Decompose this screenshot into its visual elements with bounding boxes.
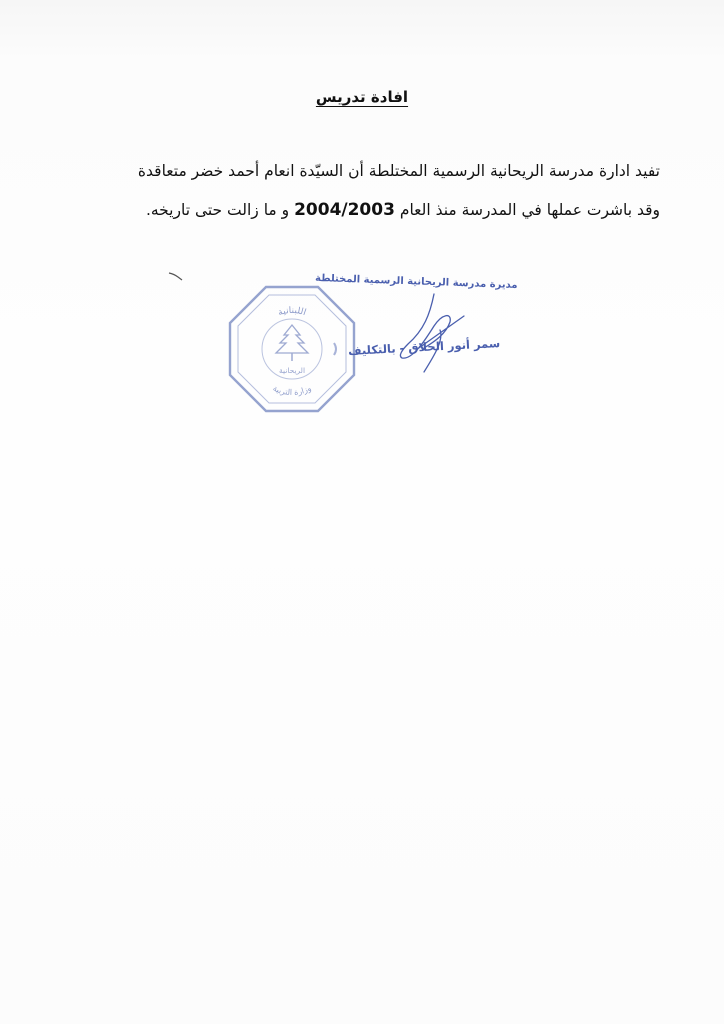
document-body xyxy=(60,152,660,230)
signature-block xyxy=(315,272,540,372)
body-line-1: تفيد ادارة مدرسة الريحانية الرسمية المختلطة أن السيّدة انعام أحمد خضر متعاقدة xyxy=(137,162,660,180)
body-line-2 xyxy=(60,191,660,230)
stamp-top-text: اللبنانية xyxy=(276,305,308,319)
svg-text:وزارة التربية xyxy=(271,384,312,397)
handwritten-signature xyxy=(394,286,474,376)
stamp-bottom-text: وزارة التربية xyxy=(271,383,313,398)
svg-text:اللبنانية xyxy=(277,306,307,318)
school-years: 2004/2003 xyxy=(294,200,395,220)
document-title xyxy=(0,88,724,106)
document-title-text: افادة تدريس xyxy=(315,88,409,106)
signatory-role: مديرة مدرسة الريحانية الرسمية المختلطة xyxy=(315,272,519,291)
official-stamp xyxy=(226,283,358,415)
signatory-name: سمر أنور الحلاق - بالتكليف xyxy=(347,336,501,358)
body-line-2-end: و ما زالت حتى تاريخه. xyxy=(145,201,295,219)
stamp-inner-text: الريحانية xyxy=(278,366,306,375)
stray-pen-mark xyxy=(168,271,184,281)
body-line-2-start: وقد باشرت عملها في المدرسة منذ العام xyxy=(394,201,660,219)
cedar-emblem-icon xyxy=(276,325,308,361)
